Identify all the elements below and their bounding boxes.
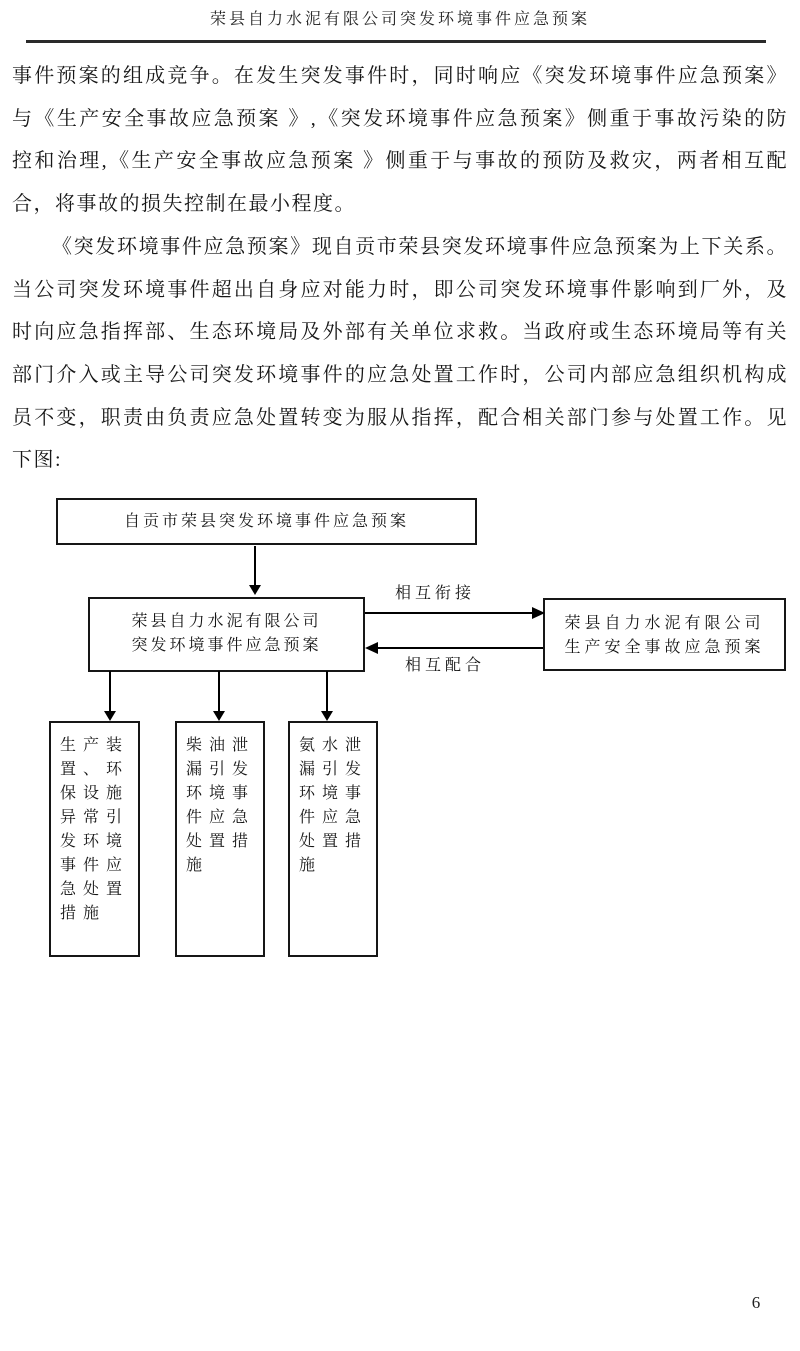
connector-line [109,671,111,712]
body-line: 与《生产安全事故应急预案 》,《突发环境事件应急预案》侧重于事故污染的防 [12,107,788,130]
body-line: 合，将事故的损失控制在最小程度。 [12,193,356,216]
arrow-down-icon [213,711,225,721]
body-line: 《突发环境事件应急预案》现自贡市荣县突发环境事件应急预案为上下关系。 [52,235,788,258]
arrow-down-icon [321,711,333,721]
body-line: 当公司突发环境事件超出自身应对能力时，即公司突发环境事件影响到厂外，及 [12,278,788,301]
company-safety-plan-box [543,598,786,671]
arrow-down-icon [104,711,116,721]
arrow-label-link: 相互衔接 [394,585,475,602]
connector-line [378,647,543,649]
county-plan-box: 自贡市荣县突发环境事件应急预案 [56,498,477,545]
company-env-plan-line2: 突发环境事件应急预案 [131,636,322,654]
body-line: 时向应急指挥部、生态环境局及外部有关单位求救。当政府或生态环境局等有关 [12,321,788,344]
connector-line [365,612,532,614]
company-safety-plan-line2: 生产安全事故应急预案 [564,638,765,656]
company-safety-plan-line1: 荣县自力水泥有限公司 [564,615,765,632]
arrow-left-icon [365,642,378,654]
connector-line [326,671,328,712]
arrow-label-cooperate: 相互配合 [404,657,485,674]
arrow-down-icon [249,585,261,595]
body-line: 事件预案的组成竞争。在发生突发事件时，同时响应《突发环境事件应急预案》 [12,65,788,87]
company-env-plan-line1: 荣县自力水泥有限公司 [131,613,322,630]
company-env-plan-box [88,597,365,672]
connector-line [218,671,220,712]
arrow-right-icon [532,607,545,619]
body-text [12,55,788,482]
header-rule [26,40,766,43]
body-line: 员不变，职责由负责应急处置转变为服从指挥，配合相关部门参与处置工作。见 [12,406,788,429]
connector-line [254,546,256,586]
body-line: 部门介入或主导公司突发环境事件的应急处置工作时，公司内部应急组织机构成 [12,363,788,386]
body-line: 控和治理,《生产安全事故应急预案 》侧重于与事故的预防及救灾，两者相互配 [12,150,788,173]
page-number: 6 [751,1293,761,1312]
measure-box-ammonia-leak: 氨水泄漏引发环境事件应急处置措施 [288,721,378,957]
page-header-title: 荣县自力水泥有限公司突发环境事件应急预案 [209,11,590,28]
measure-box-production-facility: 生产装置、环保设施异常引发环境事件应急处置措施 [49,721,140,957]
measure-box-diesel-leak: 柴油泄漏引发环境事件应急处置措施 [175,721,265,957]
body-line: 下图: [12,449,63,472]
